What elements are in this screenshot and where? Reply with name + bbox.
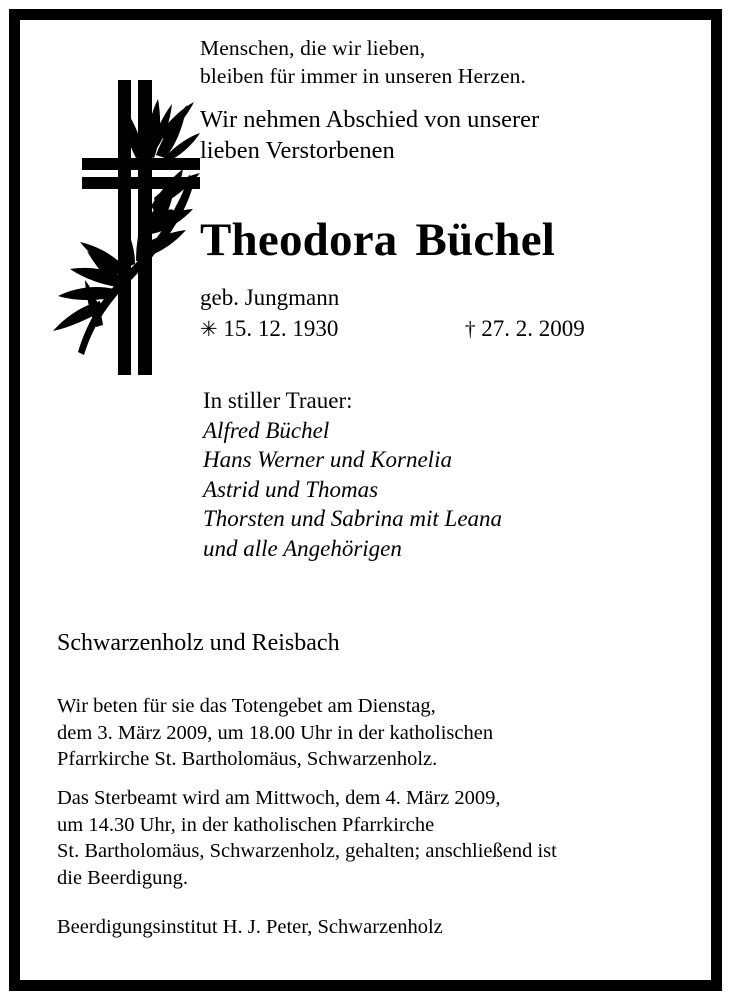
mourner-name: Astrid und Thomas: [203, 476, 379, 502]
mourning-border-frame: [9, 9, 722, 991]
prayer-service-line: dem 3. März 2009, um 18.00 Uhr in der katholischen: [57, 721, 494, 744]
requiem-mass-line: St. Bartholomäus, Schwarzenholz, gehalten; anschließend ist: [57, 840, 557, 862]
death-cross-icon: †: [465, 317, 476, 341]
mourner-name: Hans Werner und Kornelia: [203, 447, 452, 472]
requiem-mass-line: Das Sterbeamt wird am Mittwoch, dem 4. März 2009,: [57, 787, 501, 809]
farewell-line: lieben Verstorbenen: [200, 137, 395, 164]
farewell-line: Wir nehmen Abschied von unserer: [200, 106, 540, 133]
memorial-verse: [200, 34, 526, 90]
mourners-block: [203, 386, 502, 563]
funeral-director: Beerdigungsinstitut H. J. Peter, Schwarzenholz: [57, 916, 443, 938]
prayer-service-line: Wir beten für sie das Totengebet am Dienstag,: [57, 695, 436, 717]
cross-with-palm-branch-icon: [50, 55, 200, 375]
requiem-mass-details: [57, 785, 557, 891]
death-date-group: [465, 316, 585, 341]
deceased-given-name: Theodora: [200, 214, 398, 266]
deceased-name: [200, 212, 555, 268]
birth-date-group: [200, 315, 465, 343]
deceased-maiden-name: geb. Jungmann: [200, 285, 340, 310]
verse-line: bleiben für immer in unseren Herzen.: [200, 64, 526, 88]
life-dates: [200, 315, 630, 343]
obituary-card-content: [20, 20, 711, 980]
prayer-service-details: [57, 693, 493, 773]
birth-star-icon: ✳: [200, 317, 218, 341]
requiem-mass-line: um 14.30 Uhr, in der katholischen Pfarrkirche: [57, 813, 435, 836]
birth-date: 15. 12. 1930: [223, 316, 339, 341]
prayer-service-line: Pfarrkirche St. Bartholomäus, Schwarzenholz.: [57, 748, 438, 770]
mourner-name: Alfred Büchel: [203, 417, 330, 443]
death-date: 27. 2. 2009: [481, 316, 585, 341]
places-line: Schwarzenholz und Reisbach: [57, 630, 340, 656]
deceased-family-name: Büchel: [415, 214, 556, 266]
mourners-heading: In stiller Trauer:: [203, 388, 353, 413]
requiem-mass-line: die Beerdigung.: [57, 866, 188, 889]
mourner-name: und alle Angehörigen: [203, 535, 402, 561]
mourner-name: Thorsten und Sabrina mit Leana: [203, 506, 503, 531]
verse-line: Menschen, die wir lieben,: [200, 36, 426, 60]
farewell-statement: [200, 104, 539, 166]
